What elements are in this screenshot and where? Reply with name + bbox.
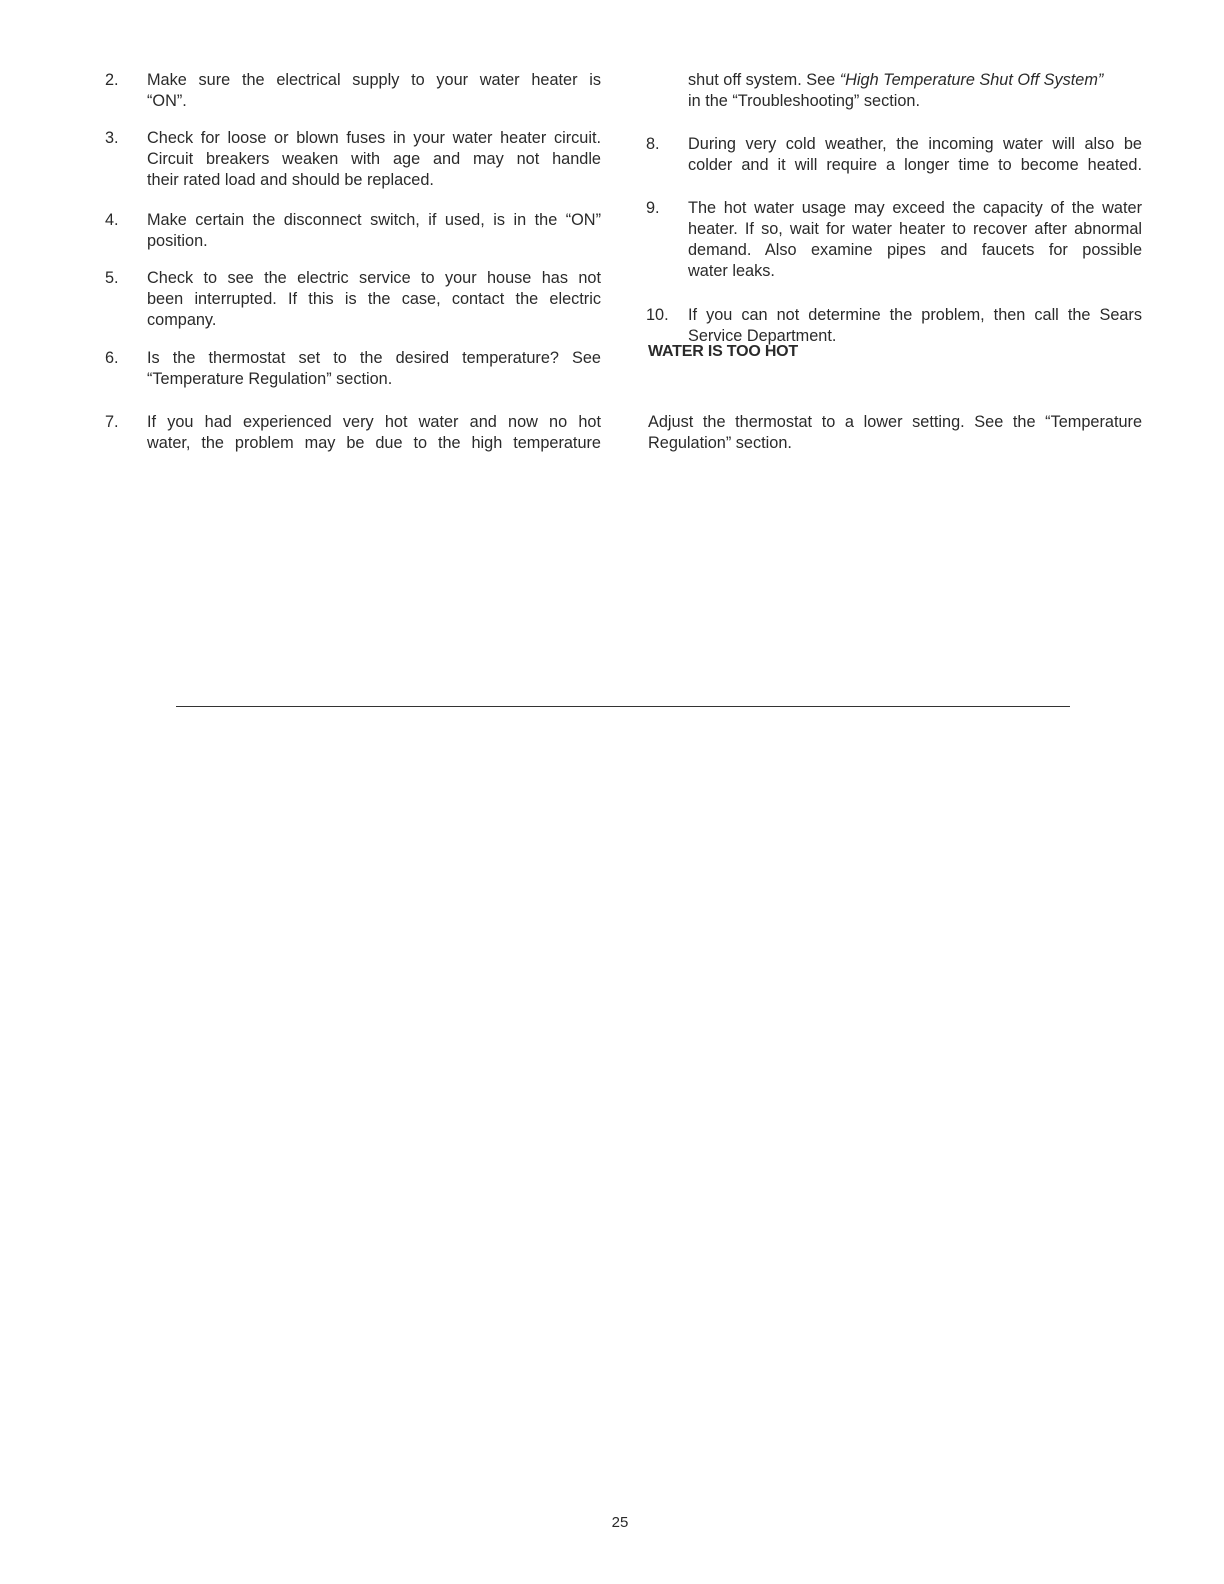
list-number: 9. (646, 199, 660, 217)
list-line: Check to see the electric service to your house has not (147, 269, 601, 287)
list-line: “ON”. (147, 92, 187, 110)
list-line: heater. If so, wait for water heater to recover after abnormal (688, 220, 1142, 238)
list-line: their rated load and should be replaced. (147, 171, 434, 189)
list-number: 10. (646, 306, 669, 324)
list-line: water leaks. (688, 262, 775, 280)
continuation-line: in the “Troubleshooting” section. (688, 92, 920, 110)
list-number: 8. (646, 135, 660, 153)
page-number: 25 (611, 1514, 629, 1531)
list-line: demand. Also examine pipes and faucets for possible (688, 241, 1142, 259)
paragraph-line: Adjust the thermostat to a lower setting. See the “Temperature (648, 413, 1142, 431)
list-line: If you can not determine the problem, then call the Sears (688, 306, 1142, 324)
list-line: Circuit breakers weaken with age and may not handle (147, 150, 601, 168)
list-line: been interrupted. If this is the case, contact the electric (147, 290, 601, 308)
continuation-line (688, 70, 1142, 91)
list-line: Is the thermostat set to the desired temperature? See (147, 349, 601, 367)
list-line: Check for loose or blown fuses in your water heater circuit. (147, 129, 601, 147)
paragraph-line: Regulation” section. (648, 434, 792, 452)
list-line: Make sure the electrical supply to your water heater is (147, 71, 601, 89)
list-line: water, the problem may be due to the high temperature (147, 434, 601, 452)
list-line: If you had experienced very hot water and now no hot (147, 413, 601, 431)
section-heading: WATER IS TOO HOT (648, 343, 798, 360)
list-number: 2. (105, 71, 119, 89)
horizontal-divider (176, 706, 1070, 707)
list-line: During very cold weather, the incoming water will also be (688, 135, 1142, 153)
list-number: 6. (105, 349, 119, 367)
list-line: The hot water usage may exceed the capacity of the water (688, 199, 1142, 217)
list-line: position. (147, 232, 208, 250)
continuation-reference: “High Temperature Shut Off System” (839, 71, 1104, 89)
list-number: 5. (105, 269, 119, 287)
list-number: 7. (105, 413, 119, 431)
list-line: “Temperature Regulation” section. (147, 370, 393, 388)
list-line: Make certain the disconnect switch, if used, is in the “ON” (147, 211, 601, 229)
list-line: colder and it will require a longer time to become heated. (688, 156, 1142, 174)
list-line: Service Department. (688, 327, 837, 345)
list-number: 4. (105, 211, 119, 229)
list-line: company. (147, 311, 217, 329)
list-number: 3. (105, 129, 119, 147)
continuation-text: shut off system. See (688, 71, 840, 89)
